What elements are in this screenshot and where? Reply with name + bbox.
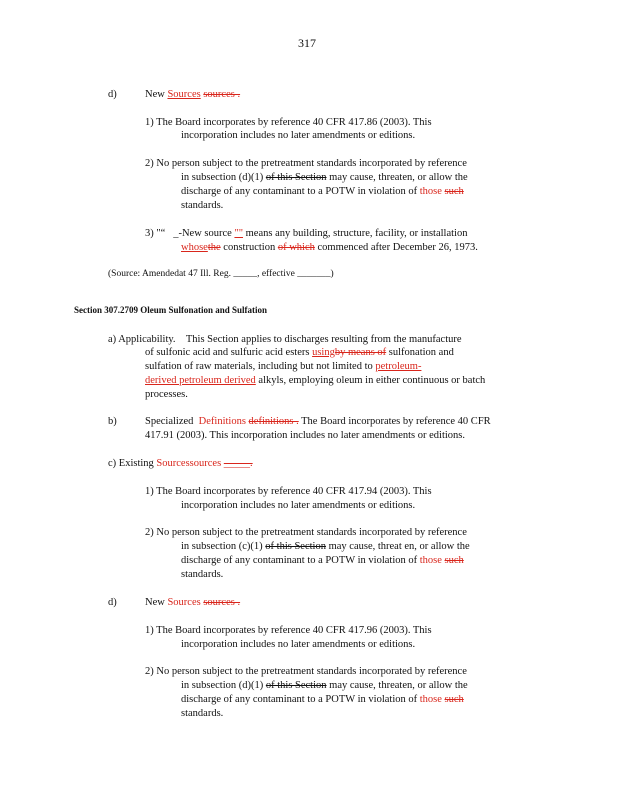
inserted-text: using	[312, 347, 335, 358]
paragraph-line: incorporation includes no later amendments or editions.	[181, 130, 416, 141]
inserted-text: derived petroleum derived	[145, 375, 256, 386]
inserted-text: Sources	[167, 89, 201, 100]
deleted-text: the	[207, 242, 221, 253]
paragraph-line: standards.	[181, 200, 224, 211]
paragraph-line: 417.91 (2003). This incorporation includes no later amendments or editions.	[145, 430, 465, 441]
subsection-label: d)	[108, 597, 117, 608]
paragraph-line: standards.	[181, 569, 224, 580]
paragraph-line: sulfation of raw materials, including but not limited to petroleum-	[145, 361, 422, 372]
paragraph-line: incorporation includes no later amendments or editions.	[181, 639, 416, 650]
paragraph-line: Specialized Definitions definitions . The Board incorporates by reference 40 CFR	[145, 416, 491, 427]
paragraph-line: processes.	[145, 389, 188, 400]
source-note: (Source: Amendedat 47 Ill. Reg. _____, effective _______)	[108, 269, 334, 279]
deleted-text: by means of	[334, 347, 387, 358]
inserted-text: those	[419, 694, 442, 705]
deleted-text: of this Section	[265, 680, 327, 691]
inserted-text: those	[419, 555, 442, 566]
subsection-label: b)	[108, 416, 117, 427]
paragraph-line: 1) The Board incorporates by reference 40 CFR 417.94 (2003). This	[145, 486, 432, 497]
paragraph-line: derived petroleum derived alkyls, employing oleum in either continuous or batch	[145, 375, 486, 386]
section-heading: Section 307.2709 Oleum Sulfonation and Sulfation	[74, 305, 268, 315]
inserted-text: Sourcessources	[156, 458, 222, 469]
deleted-text: such	[444, 555, 464, 566]
paragraph-line: a) Applicability. This Section applies to discharges resulting from the manufacture	[108, 334, 462, 345]
paragraph-line: discharge of any contaminant to a POTW in violation of those such	[181, 555, 464, 566]
deleted-text: of this Section	[265, 172, 327, 183]
paragraph-line: 1) The Board incorporates by reference 40 CFR 417.96 (2003). This	[145, 625, 432, 636]
inserted-text: Sources	[167, 597, 201, 608]
paragraph-line: standards.	[181, 708, 224, 719]
deleted-text: such	[444, 694, 464, 705]
inserted-text: ""	[234, 228, 244, 239]
inserted-text: those	[419, 186, 442, 197]
paragraph-line: in subsection (d)(1) of this Section may cause, threaten, or allow the	[181, 172, 468, 183]
paragraph-line: whosethe construction of which commenced after December 26, 1973.	[181, 242, 478, 253]
paragraph-line: discharge of any contaminant to a POTW in violation of those such	[181, 186, 464, 197]
deleted-text: sources .	[203, 89, 241, 100]
deleted-text: sources .	[203, 597, 241, 608]
deleted-text: _____.	[223, 458, 253, 469]
inserted-text: whose	[181, 242, 208, 253]
inserted-text: petroleum-	[375, 361, 422, 372]
paragraph-line: discharge of any contaminant to a POTW in violation of those such	[181, 694, 464, 705]
paragraph-line: 2) No person subject to the pretreatment standards incorporated by reference	[145, 158, 467, 169]
paragraph-line: of sulfonic acid and sulfuric acid esters usingby means of sulfonation and	[145, 347, 454, 358]
subsection-title: c) Existing Sourcessources _____.	[108, 458, 253, 469]
subsection-title: New Sources sources .	[145, 89, 241, 100]
paragraph-line: 3) "“ _-New source "" means any building, structure, facility, or installation	[145, 228, 468, 239]
page-number: 317	[298, 36, 316, 50]
paragraph-line: 2) No person subject to the pretreatment standards incorporated by reference	[145, 666, 467, 677]
subsection-label: d)	[108, 89, 117, 100]
deleted-text: of this Section	[265, 541, 326, 552]
deleted-text: such	[444, 186, 464, 197]
deleted-text: definitions .	[248, 416, 299, 427]
paragraph-line: 2) No person subject to the pretreatment standards incorporated by reference	[145, 527, 467, 538]
inserted-text: Definitions	[198, 416, 246, 427]
deleted-text: of which	[277, 242, 315, 253]
paragraph-line: 1) The Board incorporates by reference 40 CFR 417.86 (2003). This	[145, 117, 432, 128]
subsection-title: New Sources sources .	[145, 597, 241, 608]
paragraph-line: in subsection (c)(1) of this Section may cause, threat en, or allow the	[181, 541, 470, 552]
paragraph-line: incorporation includes no later amendments or editions.	[181, 500, 416, 511]
paragraph-line: in subsection (d)(1) of this Section may cause, threaten, or allow the	[181, 680, 468, 691]
